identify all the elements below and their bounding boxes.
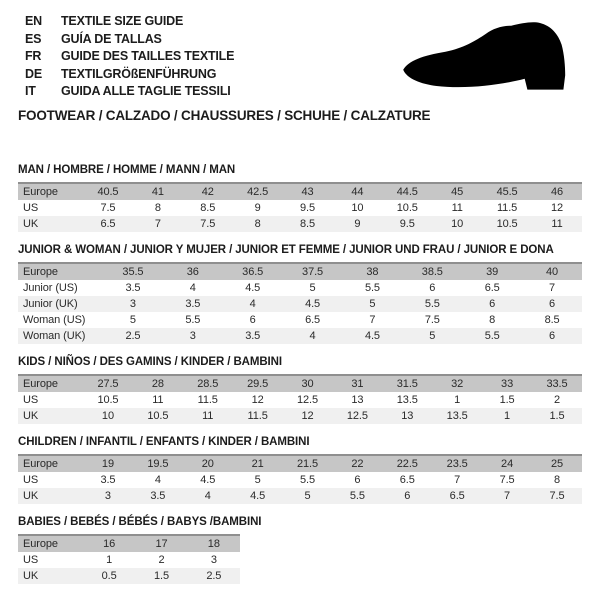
size-value: 21.5	[283, 455, 333, 472]
table-row	[18, 375, 582, 392]
table-row	[18, 183, 582, 200]
size-value: 11.5	[183, 392, 233, 408]
size-value: 3	[163, 328, 223, 344]
size-value: 28.5	[183, 375, 233, 392]
size-value: 31.5	[382, 375, 432, 392]
size-value: 1.5	[532, 408, 582, 424]
size-value: 25	[532, 455, 582, 472]
size-value: 7.5	[83, 200, 133, 216]
table-row	[18, 455, 582, 472]
size-table-children	[18, 454, 582, 504]
size-value: 1	[83, 552, 135, 568]
size-value: 36	[163, 263, 223, 280]
size-table-title: BABIES / BEBÉS / BÉBÉS / BABYS /BAMBINI	[18, 515, 262, 528]
size-value: 33.5	[532, 375, 582, 392]
table-row	[18, 568, 240, 584]
size-table-title: JUNIOR & WOMAN / JUNIOR Y MUJER / JUNIOR ET FEMME / JUNIOR UND FRAU / JUNIOR E DONA	[18, 243, 554, 256]
size-value: 43	[283, 183, 333, 200]
table-row	[18, 328, 582, 344]
table-row	[18, 392, 582, 408]
size-value: 8	[462, 312, 522, 328]
size-value: 5	[103, 312, 163, 328]
size-value: 3	[83, 488, 133, 504]
language-code: ES	[25, 31, 42, 46]
dress-shoe-icon	[393, 14, 579, 104]
size-value: 4	[223, 296, 283, 312]
size-value: 42.5	[233, 183, 283, 200]
table-row	[18, 200, 582, 216]
size-value: 9.5	[382, 216, 432, 232]
row-label: US	[18, 472, 83, 488]
size-value: 5.5	[343, 280, 403, 296]
language-code: DE	[25, 66, 42, 81]
size-value: 8	[233, 216, 283, 232]
size-value: 44	[332, 183, 382, 200]
size-value: 7.5	[402, 312, 462, 328]
row-label: UK	[18, 408, 83, 424]
size-value: 11	[133, 392, 183, 408]
size-value: 6	[522, 296, 582, 312]
size-value: 5	[283, 280, 343, 296]
size-value: 31	[332, 375, 382, 392]
size-value: 1	[432, 392, 482, 408]
size-value: 22	[332, 455, 382, 472]
size-value: 45	[432, 183, 482, 200]
size-value: 4.5	[233, 488, 283, 504]
size-value: 3	[103, 296, 163, 312]
size-value: 7.5	[532, 488, 582, 504]
size-value: 4.5	[283, 296, 343, 312]
size-value: 19	[83, 455, 133, 472]
row-label: Europe	[18, 263, 103, 280]
size-value: 2	[532, 392, 582, 408]
size-value: 4.5	[223, 280, 283, 296]
row-label: UK	[18, 488, 83, 504]
size-value: 12	[233, 392, 283, 408]
size-value: 6	[382, 488, 432, 504]
size-value: 11	[432, 200, 482, 216]
size-value: 32	[432, 375, 482, 392]
size-value: 5.5	[332, 488, 382, 504]
table-row	[18, 408, 582, 424]
size-value: 30	[283, 375, 333, 392]
language-code: FR	[25, 49, 42, 63]
size-table-junior-woman	[18, 262, 582, 344]
size-value: 35.5	[103, 263, 163, 280]
row-label: Woman (US)	[18, 312, 103, 328]
size-value: 7	[482, 488, 532, 504]
size-value: 7	[432, 472, 482, 488]
size-value: 28	[133, 375, 183, 392]
size-value: 7	[343, 312, 403, 328]
document-header	[0, 0, 600, 123]
size-value: 3.5	[223, 328, 283, 344]
size-value: 12.5	[283, 392, 333, 408]
size-value: 8.5	[522, 312, 582, 328]
size-value: 16	[83, 535, 135, 552]
size-value: 6	[402, 280, 462, 296]
size-value: 4.5	[183, 472, 233, 488]
size-value: 2.5	[103, 328, 163, 344]
size-value: 10	[83, 408, 133, 424]
size-value: 4	[283, 328, 343, 344]
size-value: 12	[532, 200, 582, 216]
category-heading: FOOTWEAR / CALZADO / CHAUSSURES / SCHUHE / CALZATURE	[18, 107, 431, 123]
size-value: 6	[462, 296, 522, 312]
row-label: Europe	[18, 183, 83, 200]
size-value: 1	[482, 408, 532, 424]
size-value: 9	[233, 200, 283, 216]
size-table-section-junior-woman	[18, 244, 600, 344]
table-row	[18, 280, 582, 296]
size-value: 13.5	[432, 408, 482, 424]
size-value: 5	[402, 328, 462, 344]
row-label: Europe	[18, 375, 83, 392]
row-label: US	[18, 200, 83, 216]
size-value: 10.5	[83, 392, 133, 408]
language-code: EN	[25, 14, 42, 28]
row-label: UK	[18, 216, 83, 232]
size-value: 3.5	[103, 280, 163, 296]
size-value: 12.5	[332, 408, 382, 424]
size-value: 33	[482, 375, 532, 392]
row-label: Junior (US)	[18, 280, 103, 296]
table-row	[18, 488, 582, 504]
size-value: 45.5	[482, 183, 532, 200]
size-table-section-children	[18, 436, 600, 504]
table-row	[18, 296, 582, 312]
size-value: 3.5	[83, 472, 133, 488]
size-value: 5	[283, 488, 333, 504]
language-title: GUIDE DES TAILLES TEXTILE	[61, 49, 235, 63]
size-value: 22.5	[382, 455, 432, 472]
size-value: 8	[133, 200, 183, 216]
size-value: 13.5	[382, 392, 432, 408]
size-value: 5	[343, 296, 403, 312]
size-value: 6.5	[283, 312, 343, 328]
size-value: 10	[332, 200, 382, 216]
size-value: 8.5	[283, 216, 333, 232]
size-value: 39	[462, 263, 522, 280]
size-value: 8.5	[183, 200, 233, 216]
size-value: 7.5	[482, 472, 532, 488]
table-row	[18, 263, 582, 280]
size-value: 7	[133, 216, 183, 232]
size-value: 3	[188, 552, 240, 568]
size-value: 10.5	[382, 200, 432, 216]
size-value: 6	[223, 312, 283, 328]
table-row	[18, 472, 582, 488]
size-value: 18	[188, 535, 240, 552]
row-label: US	[18, 552, 83, 568]
row-label: Woman (UK)	[18, 328, 103, 344]
size-value: 23.5	[432, 455, 482, 472]
size-value: 5.5	[462, 328, 522, 344]
language-title: GUÍA DE TALLAS	[61, 31, 162, 46]
language-title: TEXTILE SIZE GUIDE	[61, 14, 184, 28]
size-value: 3.5	[133, 488, 183, 504]
size-tables	[18, 164, 600, 584]
size-value: 17	[135, 535, 187, 552]
size-value: 11.5	[233, 408, 283, 424]
size-value: 24	[482, 455, 532, 472]
size-value: 20	[183, 455, 233, 472]
table-row	[18, 216, 582, 232]
size-value: 46	[532, 183, 582, 200]
size-value: 36.5	[223, 263, 283, 280]
size-value: 5	[233, 472, 283, 488]
row-label: Europe	[18, 455, 83, 472]
size-table-title: MAN / HOMBRE / HOMME / MANN / MAN	[18, 163, 236, 176]
size-value: 10.5	[133, 408, 183, 424]
size-table-section-man	[18, 164, 600, 232]
size-value: 6.5	[432, 488, 482, 504]
size-value: 6.5	[382, 472, 432, 488]
table-row	[18, 312, 582, 328]
size-value: 0.5	[83, 568, 135, 584]
size-value: 4	[183, 488, 233, 504]
size-value: 21	[233, 455, 283, 472]
size-value: 42	[183, 183, 233, 200]
size-value: 19.5	[133, 455, 183, 472]
size-value: 38.5	[402, 263, 462, 280]
language-code: IT	[25, 84, 36, 98]
table-row	[18, 552, 240, 568]
size-value: 13	[382, 408, 432, 424]
size-value: 12	[283, 408, 333, 424]
size-value: 4	[163, 280, 223, 296]
size-value: 29.5	[233, 375, 283, 392]
language-title: GUIDA ALLE TAGLIE TESSILI	[61, 84, 231, 98]
row-label: Europe	[18, 535, 83, 552]
size-value: 10	[432, 216, 482, 232]
table-row	[18, 535, 240, 552]
size-value: 5.5	[283, 472, 333, 488]
size-value: 11	[532, 216, 582, 232]
size-value: 44.5	[382, 183, 432, 200]
size-value: 10.5	[482, 216, 532, 232]
size-table-section-kids	[18, 356, 600, 424]
size-value: 6.5	[462, 280, 522, 296]
size-value: 2.5	[188, 568, 240, 584]
language-title: TEXTILGRÖßENFÜHRUNG	[61, 66, 217, 81]
size-table-section-babies	[18, 516, 600, 584]
size-value: 4.5	[343, 328, 403, 344]
size-table-man	[18, 182, 582, 232]
size-table-title: CHILDREN / INFANTIL / ENFANTS / KINDER / BAMBINI	[18, 435, 310, 448]
size-value: 11.5	[482, 200, 532, 216]
size-value: 9.5	[283, 200, 333, 216]
size-value: 6.5	[83, 216, 133, 232]
size-value: 7	[522, 280, 582, 296]
size-value: 27.5	[83, 375, 133, 392]
size-value: 5.5	[402, 296, 462, 312]
row-label: Junior (UK)	[18, 296, 103, 312]
row-label: UK	[18, 568, 83, 584]
size-value: 3.5	[163, 296, 223, 312]
size-value: 5.5	[163, 312, 223, 328]
size-value: 2	[135, 552, 187, 568]
row-label: US	[18, 392, 83, 408]
size-value: 4	[133, 472, 183, 488]
size-value: 7.5	[183, 216, 233, 232]
size-value: 40	[522, 263, 582, 280]
size-value: 40.5	[83, 183, 133, 200]
size-value: 8	[532, 472, 582, 488]
size-value: 6	[522, 328, 582, 344]
size-value: 6	[332, 472, 382, 488]
size-value: 13	[332, 392, 382, 408]
size-value: 9	[332, 216, 382, 232]
size-value: 1.5	[135, 568, 187, 584]
size-table-title: KIDS / NIÑOS / DES GAMINS / KINDER / BAMBINI	[18, 355, 282, 368]
size-value: 41	[133, 183, 183, 200]
size-value: 38	[343, 263, 403, 280]
size-table-babies	[18, 534, 240, 584]
size-value: 1.5	[482, 392, 532, 408]
size-table-kids	[18, 374, 582, 424]
size-value: 11	[183, 408, 233, 424]
size-value: 37.5	[283, 263, 343, 280]
